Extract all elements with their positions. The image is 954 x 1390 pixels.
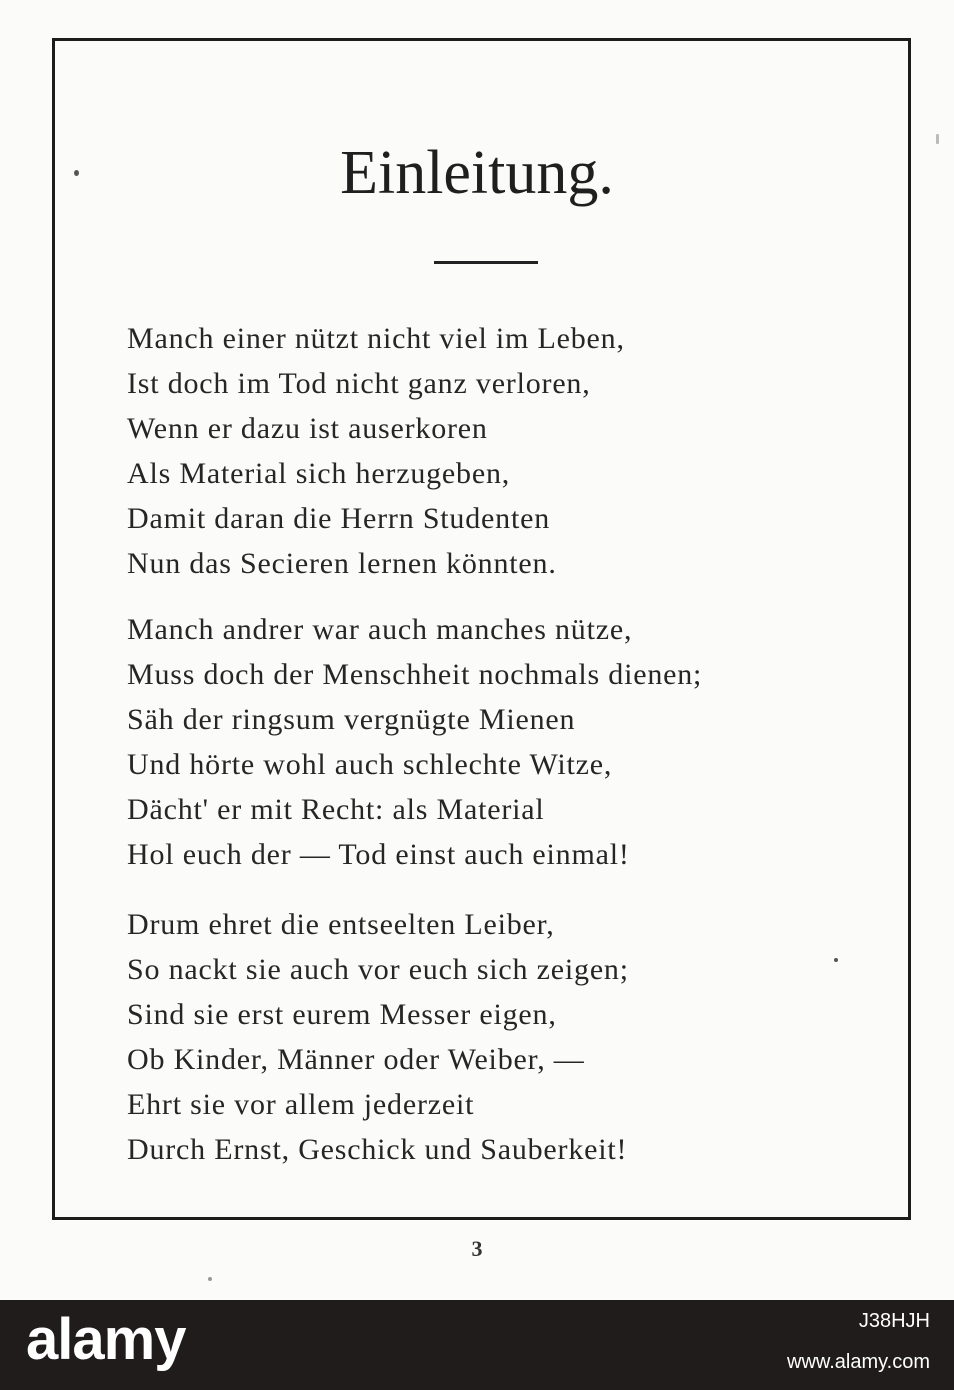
site-url-label: www.alamy.com: [787, 1351, 930, 1373]
poem-line: Sind sie erst eurem Messer eigen,: [127, 998, 557, 1031]
print-speck: [208, 1277, 212, 1281]
poem-line: Hol euch der — Tod einst auch einmal!: [127, 838, 630, 871]
title-divider-rule: [434, 261, 538, 264]
poem-line: Dächt' er mit Recht: als Material: [127, 793, 545, 826]
poem-line: Manch andrer war auch manches nütze,: [127, 613, 633, 646]
page-title: Einleitung.: [340, 139, 614, 207]
poem-line: Nun das Secieren lernen könnten.: [127, 547, 557, 580]
print-speck: [936, 134, 939, 144]
alamy-logo: alamy: [26, 1307, 186, 1372]
poem-line: Ist doch im Tod nicht ganz verloren,: [127, 367, 591, 400]
poem-line: Säh der ringsum vergnügte Mienen: [127, 703, 576, 736]
print-speck: [834, 958, 838, 962]
poem-stanza-2: [127, 607, 887, 877]
poem-line: Muss doch der Menschheit nochmals dienen;: [127, 658, 703, 691]
poem-line: Durch Ernst, Geschick und Sauberkeit!: [127, 1133, 628, 1166]
print-speck: [74, 170, 79, 176]
poem-stanza-1: [127, 316, 887, 586]
poem-line: Ob Kinder, Männer oder Weiber, —: [127, 1043, 585, 1076]
poem-line: So nackt sie auch vor euch sich zeigen;: [127, 953, 629, 986]
poem-line: Und hörte wohl auch schlechte Witze,: [127, 748, 613, 781]
poem-line: Wenn er dazu ist auserkoren: [127, 412, 488, 445]
poem-line: Drum ehret die entseelten Leiber,: [127, 908, 555, 941]
poem-line: Ehrt sie vor allem jederzeit: [127, 1088, 475, 1121]
poem-line: Manch einer nützt nicht viel im Leben,: [127, 322, 625, 355]
image-id-label: J38HJH: [858, 1310, 930, 1332]
page-number: 3: [471, 1236, 483, 1261]
poem-line: Als Material sich herzugeben,: [127, 457, 511, 490]
poem-line: Damit daran die Herrn Studenten: [127, 502, 551, 535]
poem-stanza-3: [127, 902, 887, 1172]
